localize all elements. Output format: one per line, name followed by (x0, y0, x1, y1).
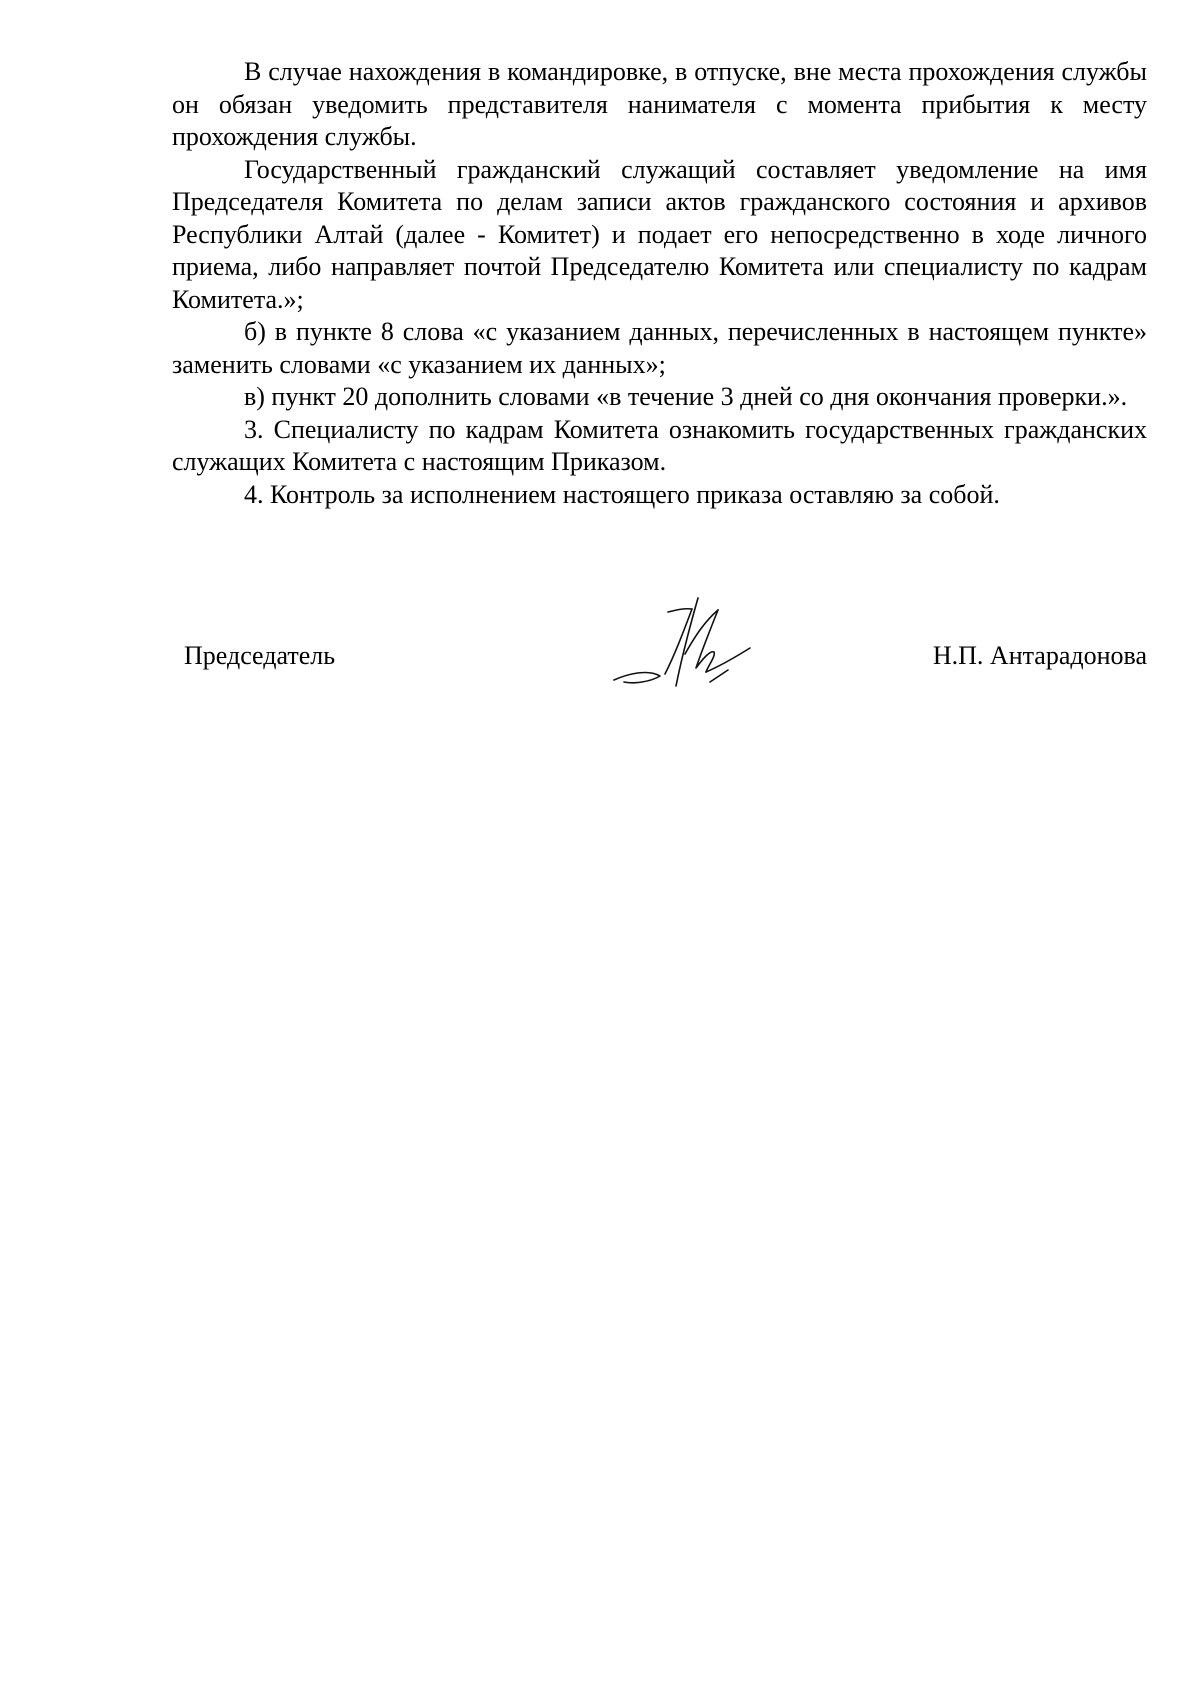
signatory-title: Председатель (184, 641, 336, 670)
paragraph-item-v: в) пункт 20 дополнить словами «в течение 3 дней со дня окончания проверки.». (244, 382, 1128, 411)
paragraph-notification-procedure: Государственный гражданский служащий составляет уведомление на имя Председателя Комитета по делам записи актов гражданского состояния и архивов Республики Алтай (далее - Комитет) и подает его непосредственно в ходе личного приема, либо направляет почтой Председателю Комитета или специалисту по кадрам Комитета.»; (172, 154, 1147, 314)
handwritten-signature (610, 590, 760, 700)
document-body (172, 56, 1147, 511)
paragraph-business-trip-notice: В случае нахождения в командировке, в отпуске, вне места прохождения службы он обязан уведомить представителя нанимателя с момента прибытия к месту прохождения службы. (172, 57, 1147, 151)
paragraph-point-4: 4. Контроль за исполнением настоящего приказа оставляю за собой. (244, 479, 1000, 509)
signatory-name: Н.П. Антарадонова (932, 641, 1147, 670)
paragraph-item-b: б) в пункте 8 слова «с указанием данных, перечисленных в настоящем пункте» заменить словами «с указанием их данных»; (172, 317, 1147, 379)
signature-block (172, 590, 1147, 720)
paragraph-point-3: 3. Специалисту по кадрам Комитета ознакомить государственных гражданских служащих Комитета с настоящим Приказом. (172, 414, 1147, 476)
